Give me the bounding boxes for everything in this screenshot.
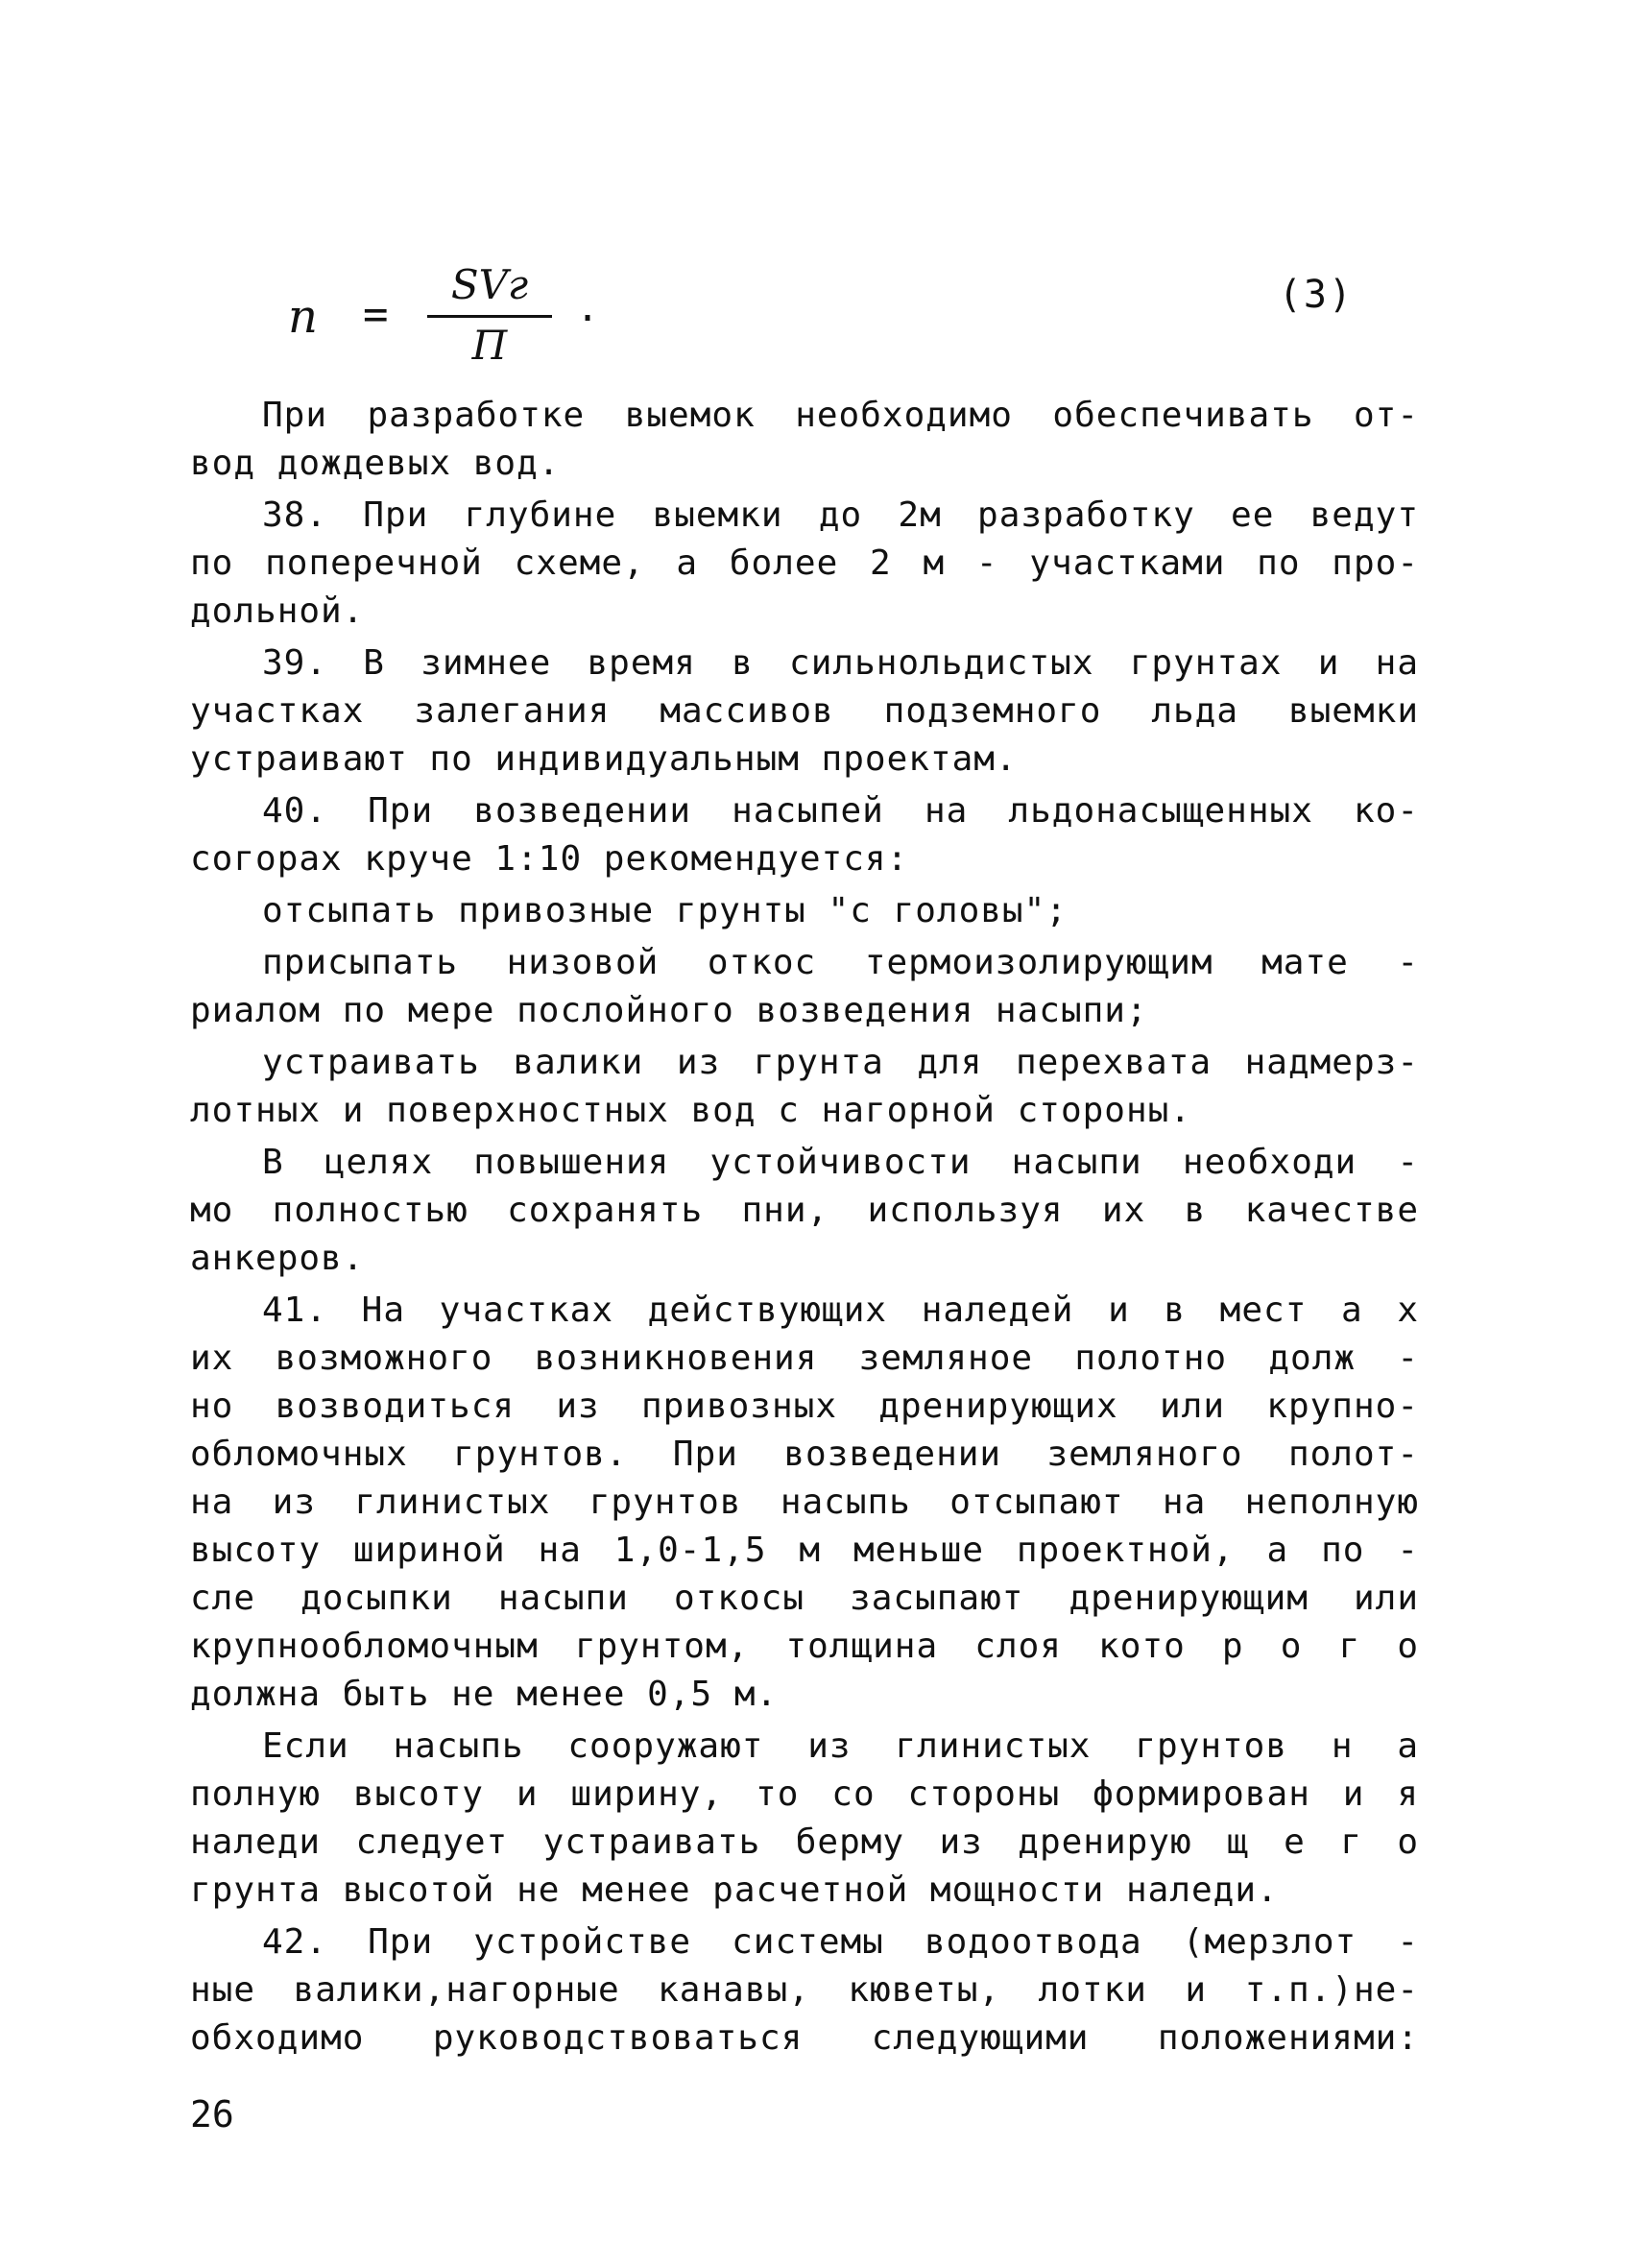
text-line: 40. При возведении насыпей на льдонасыщенных ко- — [262, 791, 1419, 831]
text-line: При разработке выемок необходимо обеспечивать от- — [262, 396, 1419, 435]
text-line: сле досыпки насыпи откосы засыпают дренирующим или — [190, 1579, 1419, 1618]
formula-number: (3) — [1278, 273, 1354, 317]
text-line: наледи следует устраивать берму из дренирую щ е г о — [190, 1822, 1419, 1862]
text-line: полную высоту и ширину, то со стороны формирован и я — [190, 1774, 1419, 1814]
paragraph-40 — [190, 787, 1419, 883]
paragraph-38 — [190, 492, 1419, 636]
text-line: 41. На участках действующих наледей и в мест а х — [262, 1291, 1419, 1330]
text-line: по поперечной схеме, а более 2 м - участками по про- — [190, 543, 1419, 583]
text-line: на из глинистых грунтов насыпь отсыпают на неполную — [190, 1483, 1419, 1522]
text-line: вод дождевых вод. — [190, 444, 561, 483]
text-line: мо полностью сохранять пни, используя их в качестве — [190, 1191, 1419, 1230]
text-line: дольной. — [190, 591, 365, 631]
formula-equals-sign: = — [363, 290, 389, 339]
page-number: 26 — [190, 2093, 234, 2135]
text-line: отсыпать привозные грунты "с головы"; — [262, 891, 1068, 930]
text-line: устраивают по индивидуальным проектам. — [190, 739, 1018, 779]
formula-lhs: n — [288, 290, 318, 344]
text-line: анкеров. — [190, 1239, 365, 1278]
text-line: должна быть не менее 0,5 м. — [190, 1675, 779, 1714]
text-line: лотных и поверхностных вод с нагорной стороны. — [190, 1091, 1191, 1130]
text-line: согорах круче 1:10 рекомендуется: — [190, 839, 909, 879]
text-line: высоту шириной на 1,0-1,5 м меньше проектной, а по - — [190, 1531, 1419, 1570]
text-line: 42. При устройстве системы водоотвода (мерзлот - — [262, 1922, 1419, 1962]
paragraph-40-item-2 — [190, 939, 1419, 1035]
paragraph-41 — [190, 1287, 1419, 1719]
paragraph-40-item-3 — [190, 1039, 1419, 1135]
text-line: но возводиться из привозных дренирующих или крупно- — [190, 1387, 1419, 1426]
paragraph-39 — [190, 639, 1419, 784]
fraction-bar — [427, 315, 552, 318]
paragraph-drainage — [190, 392, 1419, 488]
text-line: 39. В зимнее время в сильнольдистых грунтах и на — [262, 643, 1419, 683]
text-line: Если насыпь сооружают из глинистых грунтов н а — [262, 1726, 1419, 1766]
formula-denominator: П — [471, 322, 508, 369]
text-line: устраивать валики из грунта для перехвата надмерз- — [262, 1043, 1419, 1082]
paragraph-40-item-1 — [190, 887, 1419, 935]
formula-numerator: SVг — [450, 261, 529, 308]
text-line: участках залегания массивов подземного льда выемки — [190, 691, 1419, 731]
paragraph-clay-embankment — [190, 1723, 1419, 1915]
text-line: их возможного возникновения земляное полотно долж - — [190, 1339, 1419, 1378]
text-line: грунта высотой не менее расчетной мощности наледи. — [190, 1870, 1279, 1910]
text-line: риалом по мере послойного возведения насыпи; — [190, 991, 1148, 1030]
formula-fraction — [427, 259, 552, 372]
text-line: ные валики,нагорные канавы, кюветы, лотки и т.п.)не- — [190, 1970, 1419, 2010]
paragraph-42 — [190, 1918, 1419, 2063]
body-text — [190, 392, 1419, 2066]
text-line: 38. При глубине выемки до 2м разработку ее ведут — [262, 495, 1419, 535]
text-line: обломочных грунтов. При возведении земляного полот- — [190, 1435, 1419, 1474]
text-line: крупнообломочным грунтом, толщина слоя кото р о г о — [190, 1627, 1419, 1666]
formula-dot: . — [576, 286, 600, 330]
text-line: обходимо руководствоваться следующими положениями: — [190, 2018, 1419, 2058]
text-line: В целях повышения устойчивости насыпи необходи - — [262, 1143, 1419, 1182]
paragraph-stability — [190, 1139, 1419, 1283]
text-line: присыпать низовой откос термоизолирующим мате - — [262, 943, 1419, 982]
formula-3 — [288, 259, 1392, 384]
